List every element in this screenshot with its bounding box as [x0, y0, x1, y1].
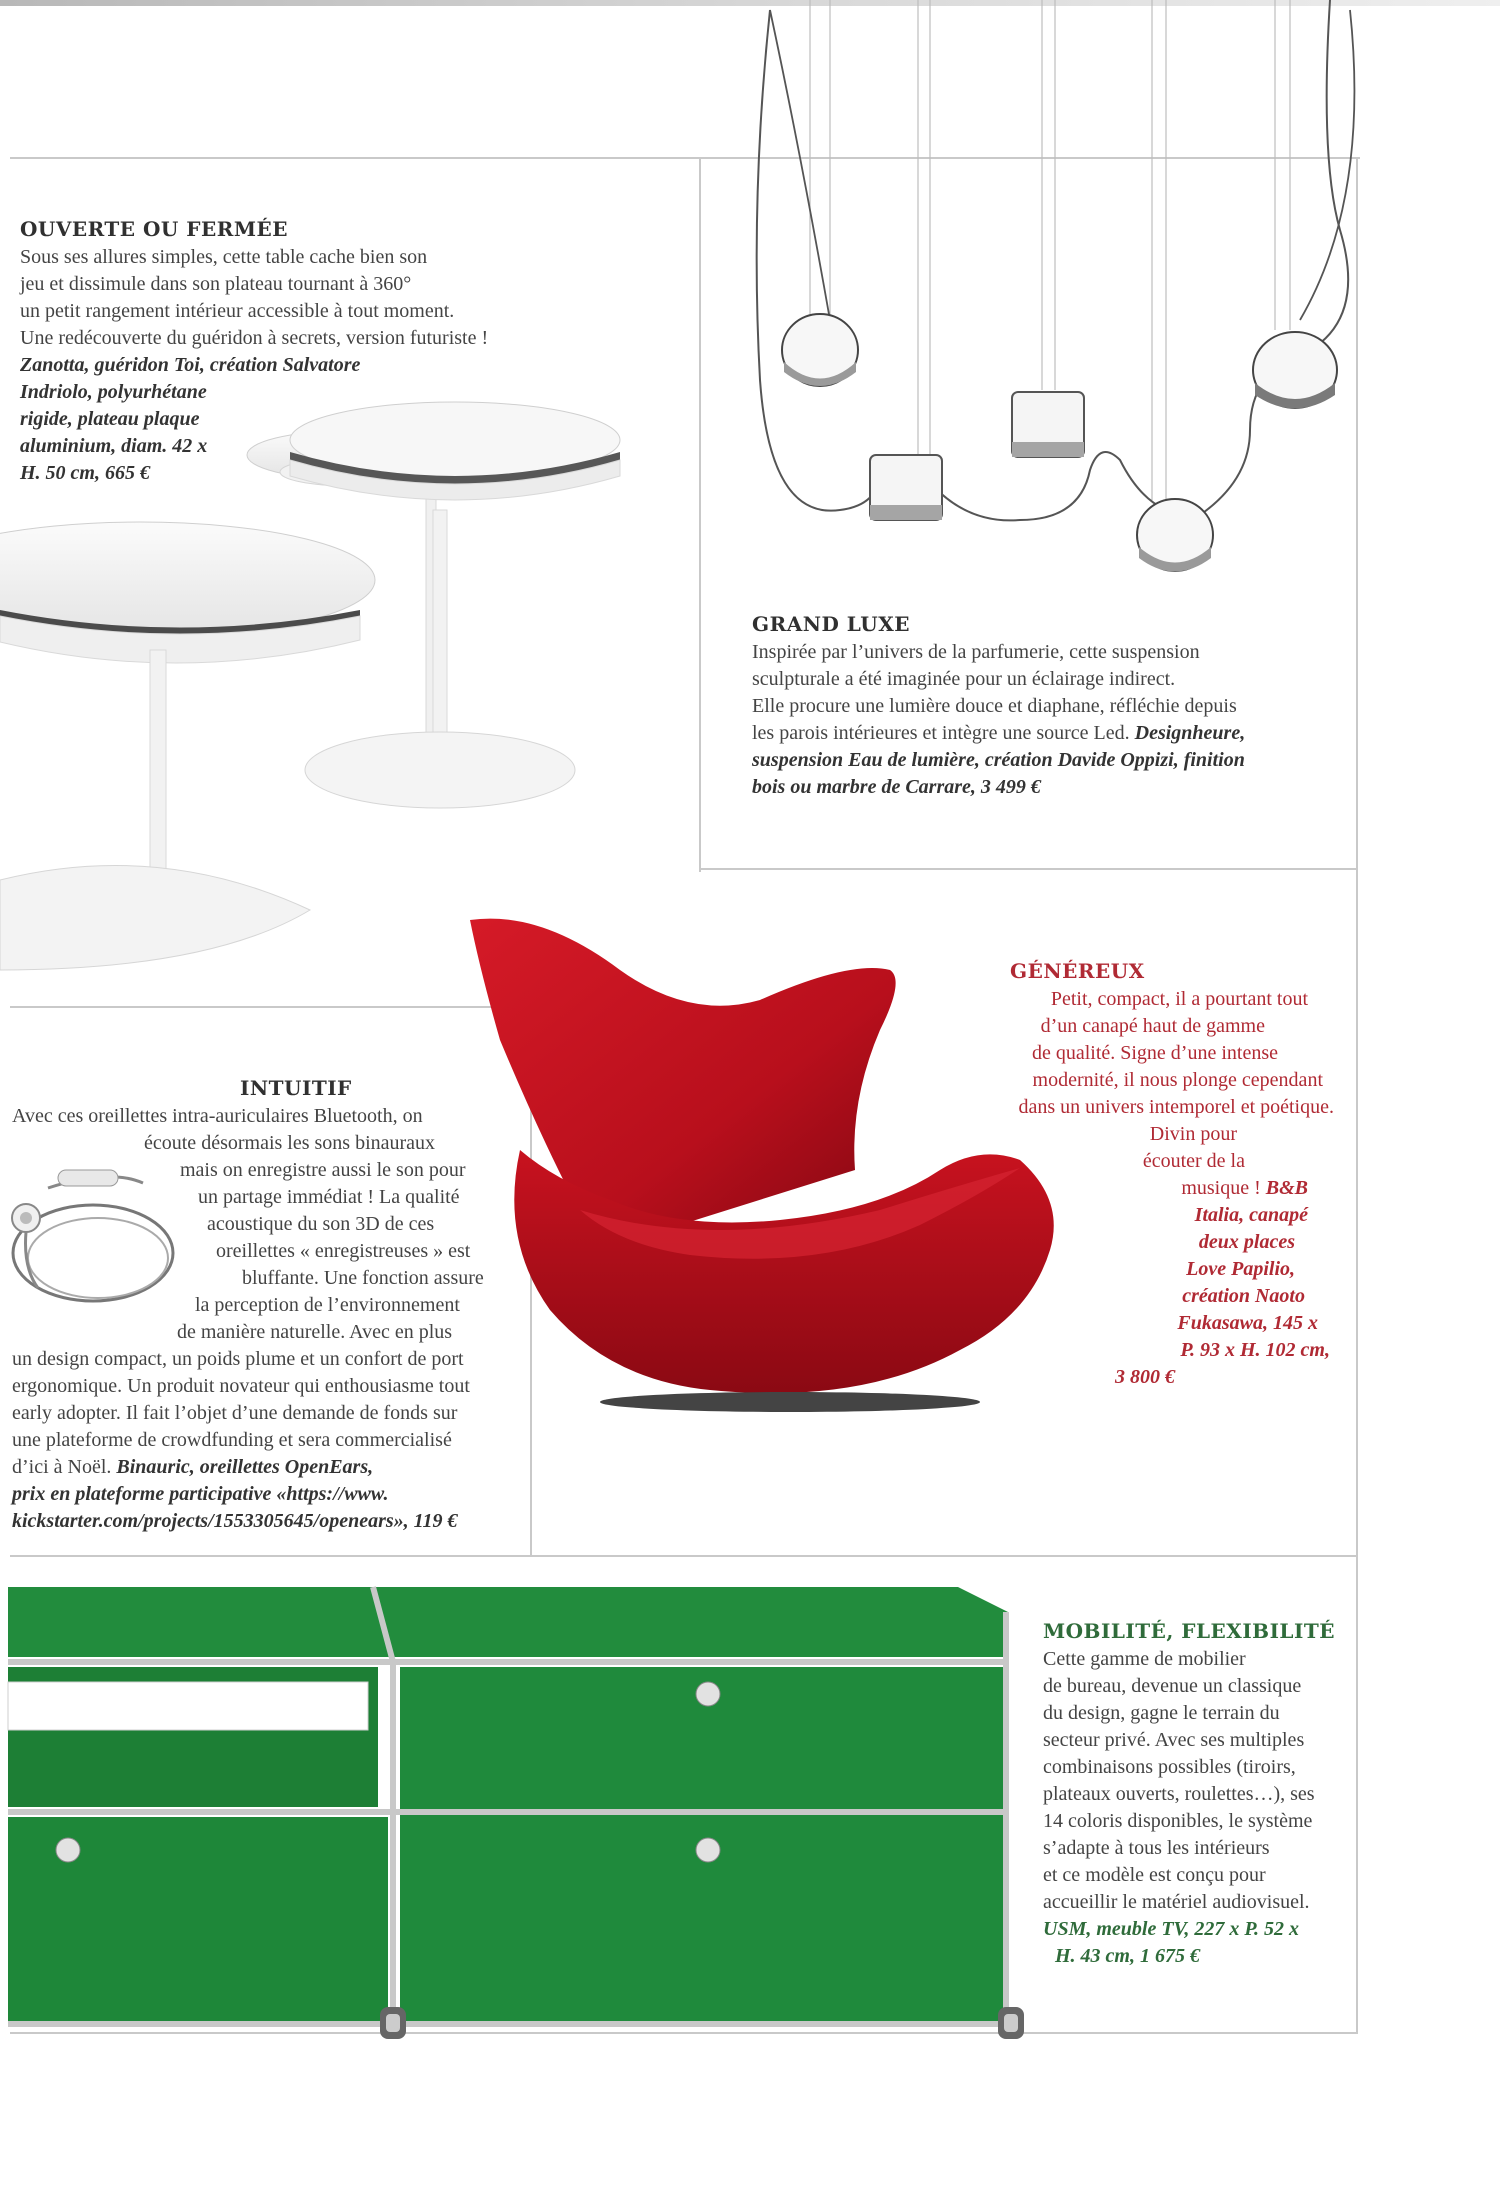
article-credit [1043, 1916, 1363, 1970]
text-line: de manière naturelle. Avec en plus [177, 1321, 453, 1343]
article-genereux [900, 958, 1340, 1391]
article-title: MOBILITÉ, FLEXIBILITÉ [1043, 1619, 1335, 1643]
text-line: d’un canapé haut de gamme [1040, 1015, 1265, 1037]
article-title: GÉNÉREUX [1010, 959, 1145, 983]
text-line: dans un univers intemporel et poétique. [1018, 1096, 1334, 1118]
credit-line: USM, meuble TV, 227 x P. 52 x [1043, 1918, 1299, 1940]
text-line: Avec ces oreillettes intra-auriculaires Bluetooth, on [12, 1105, 423, 1127]
text-line [12, 1454, 532, 1481]
article-body [752, 639, 1352, 747]
credit-line: aluminium, diam. 42 x [20, 435, 208, 457]
credit-line: Indriolo, polyurhétane [20, 381, 207, 403]
text-line: Inspirée par l’univers de la parfumerie, cette suspension [752, 641, 1200, 663]
divider-middle [700, 868, 1358, 870]
text-fragment: musique ! [1181, 1177, 1261, 1199]
credit-line: H. 50 cm, 665 € [20, 462, 150, 484]
credit-line: H. 43 cm, 1 675 € [1055, 1945, 1200, 1967]
text-line: s’adapte à tous les intérieurs [1043, 1837, 1270, 1859]
text-line: 14 coloris disponibles, le système [1043, 1810, 1313, 1832]
article-title: OUVERTE OU FERMÉE [20, 217, 289, 241]
article-title: GRAND LUXE [752, 612, 910, 636]
article-mobilite [1043, 1618, 1363, 1970]
credit-inline: B&B [1265, 1177, 1308, 1199]
article-body [900, 986, 1340, 1202]
text-line: jeu et dissimule dans son plateau tournant à 360° [20, 273, 412, 295]
article-body [1043, 1646, 1363, 1916]
divider-intuitif-top [10, 1006, 530, 1008]
text-line: sculpturale a été imaginée pour un éclairage indirect. [752, 668, 1176, 690]
credit-line: bois ou marbre de Carrare, 3 499 € [752, 776, 1041, 798]
credit-line: suspension Eau de lumière, création Davide Oppizi, finition [752, 749, 1245, 771]
usm-tv-unit-illustration [8, 1582, 1028, 2052]
text-line: Elle procure une lumière douce et diaphane, réfléchie depuis [752, 695, 1237, 717]
text-line: secteur privé. Avec ses multiples [1043, 1729, 1305, 1751]
text-line: de qualité. Signe d’une intense [1031, 1042, 1278, 1064]
article-credit [20, 352, 580, 487]
text-line: Divin pour [1149, 1123, 1237, 1145]
credit-inline: Designheure, [1134, 722, 1246, 744]
text-line: Sous ses allures simples, cette table cache bien son [20, 246, 428, 268]
text-line: Petit, compact, il a pourtant tout [1050, 988, 1308, 1010]
text-line [752, 720, 1352, 747]
text-line: early adopter. Il fait l’objet d’une demande de fonds sur [12, 1402, 458, 1424]
text-line: de bureau, devenue un classique [1043, 1675, 1302, 1697]
pendant-lamp-round-1 [782, 314, 858, 386]
divider-vertical-top [699, 157, 701, 872]
text-line: modernité, il nous plonge cependant [1032, 1069, 1323, 1091]
pendant-lamp-square-1 [870, 455, 942, 520]
text-fragment: d’ici à Noël. [12, 1456, 112, 1478]
text-line [900, 1175, 1340, 1202]
credit-line: Italia, canapé [1194, 1204, 1308, 1226]
text-line: Une redécouverte du guéridon à secrets, version futuriste ! [20, 327, 489, 349]
article-credit [752, 747, 1352, 801]
article-credit [12, 1481, 532, 1535]
text-fragment: les parois intérieures et intègre une source Led. [752, 722, 1130, 744]
text-line: oreillettes « enregistreuses » est [216, 1240, 471, 1262]
article-title: INTUITIF [240, 1076, 352, 1100]
credit-line: deux places [1198, 1231, 1295, 1253]
credit-line: prix en plateforme participative «https://www. [12, 1483, 389, 1505]
divider-lower [10, 1555, 1358, 1557]
caster-right [998, 2007, 1024, 2039]
text-line: ergonomique. Un produit novateur qui enthousiasme tout [12, 1375, 470, 1397]
drawer-knob [696, 1838, 720, 1862]
text-line: et ce modèle est conçu pour [1043, 1864, 1266, 1886]
credit-inline: Binauric, oreillettes OpenEars, [116, 1456, 374, 1478]
text-line: un partage immédiat ! La qualité [198, 1186, 460, 1208]
text-line: combinaisons possibles (tiroirs, [1043, 1756, 1296, 1778]
text-line: un petit rangement intérieur accessible à tout moment. [20, 300, 455, 322]
drawer-knob [56, 1838, 80, 1862]
credit-line: 3 800 € [1115, 1366, 1175, 1388]
article-body [12, 1103, 532, 1481]
credit-line: P. 93 x H. 102 cm, [1180, 1339, 1330, 1361]
text-line: écoute désormais les sons binauraux [144, 1132, 436, 1154]
credit-line: Zanotta, guéridon Toi, création Salvatore [20, 354, 361, 376]
text-line: mais on enregistre aussi le son pour [180, 1159, 466, 1181]
text-line: un design compact, un poids plume et un confort de port [12, 1348, 464, 1370]
credit-line: rigide, plateau plaque [20, 408, 200, 430]
article-intuitif [12, 1075, 532, 1535]
text-line: Cette gamme de mobilier [1043, 1648, 1246, 1670]
text-line: la perception de l’environnement [195, 1294, 460, 1316]
caster-left [380, 2007, 406, 2039]
pendant-lamp-square-2 [1012, 392, 1084, 457]
text-line: une plateforme de crowdfunding et sera commercialisé [12, 1429, 452, 1451]
article-ouverte [20, 216, 580, 487]
drawer-knob [696, 1682, 720, 1706]
credit-line: création Naoto [1182, 1285, 1305, 1307]
article-grand-luxe [752, 611, 1352, 801]
text-line: plateaux ouverts, roulettes…), ses [1043, 1783, 1315, 1805]
pendant-lights-illustration [730, 0, 1370, 600]
article-body [20, 244, 580, 352]
pendant-lamp-round-3 [1253, 332, 1337, 409]
article-credit [900, 1202, 1340, 1391]
credit-line: kickstarter.com/projects/1553305645/openears», 119 € [12, 1510, 458, 1532]
text-line: écouter de la [1142, 1150, 1245, 1172]
credit-line: Fukasawa, 145 x [1177, 1312, 1318, 1334]
pendant-lamp-round-2 [1137, 499, 1213, 572]
text-line: du design, gagne le terrain du [1043, 1702, 1280, 1724]
text-line: bluffante. Une fonction assure [242, 1267, 484, 1289]
text-line: accueillir le matériel audiovisuel. [1043, 1891, 1310, 1913]
credit-line: Love Papilio, [1186, 1258, 1295, 1280]
text-line: acoustique du son 3D de ces [207, 1213, 435, 1235]
